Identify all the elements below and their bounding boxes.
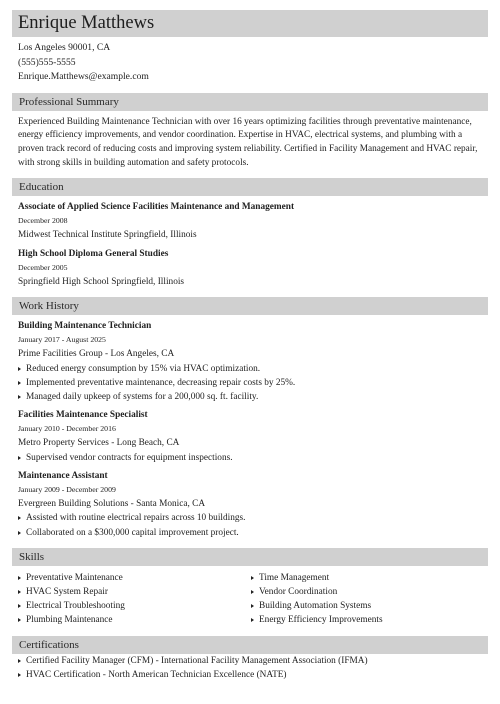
list-item: Managed daily upkeep of systems for a 200,000 sq. ft. facility. [18, 390, 484, 404]
job-title: Facilities Maintenance Specialist [18, 410, 148, 421]
job-title: Maintenance Assistant [18, 470, 108, 481]
bullet-icon [18, 604, 21, 608]
job-bullets [18, 362, 484, 405]
bullet-icon [251, 590, 254, 594]
education-list [12, 201, 488, 289]
bullet-icon [18, 618, 21, 622]
section-heading-summary [12, 93, 488, 111]
list-item: Supervised vendor contracts for equipment inspections. [18, 451, 484, 465]
job-bullets [18, 511, 484, 539]
bullet-icon [18, 367, 21, 371]
skills-grid [18, 571, 484, 628]
job-company: Metro Property Services - Long Beach, CA [18, 438, 180, 449]
section-title: Professional Summary [19, 95, 119, 108]
graduation-date: December 2008 [18, 216, 68, 226]
name-header [12, 10, 488, 37]
list-item: Plumbing Maintenance [18, 613, 251, 627]
contact-address: Los Angeles 90001, CA [18, 42, 111, 53]
skills-column-right [251, 571, 484, 628]
bullet-icon [18, 576, 21, 580]
section-title: Education [19, 181, 64, 194]
section-title: Certifications [19, 638, 79, 651]
list-item: Electrical Troubleshooting [18, 599, 251, 613]
bullet-icon [251, 604, 254, 608]
list-item: Assisted with routine electrical repairs across 10 buildings. [18, 511, 484, 525]
list-item: Building Automation Systems [251, 599, 484, 613]
degree: Associate of Applied Science Facilities Maintenance and Management [18, 202, 295, 213]
job-company: Evergreen Building Solutions - Santa Monica, CA [18, 498, 206, 509]
section-heading-education [12, 178, 488, 196]
contact-email: Enrique.Matthews@example.com [18, 71, 149, 83]
section-heading-skills [12, 548, 488, 566]
bullet-icon [251, 576, 254, 580]
bullet-icon [18, 456, 21, 460]
bullet-icon [18, 531, 21, 535]
bullet-icon [18, 673, 21, 677]
list-item: Certified Facility Manager (CFM) - International Facility Management Association (IFMA) [18, 654, 484, 668]
skills-column-left [18, 571, 251, 628]
job-title: Building Maintenance Technician [18, 321, 152, 332]
candidate-name: Enrique Matthews [18, 13, 155, 33]
list-item: Vendor Coordination [251, 585, 484, 599]
job-dates: January 2017 - August 2025 [18, 335, 106, 345]
list-item: Reduced energy consumption by 15% via HVAC optimization. [18, 362, 484, 376]
list-item: Implemented preventative maintenance, decreasing repair costs by 25%. [18, 376, 484, 390]
list-item: HVAC System Repair [18, 585, 251, 599]
job-company: Prime Facilities Group - Los Angeles, CA [18, 349, 175, 360]
bullet-icon [18, 381, 21, 385]
bullet-icon [18, 659, 21, 663]
bullet-icon [18, 590, 21, 594]
list-item: Collaborated on a $300,000 capital improvement project. [18, 526, 484, 540]
section-heading-certifications [12, 636, 488, 654]
graduation-date: December 2005 [18, 262, 68, 272]
degree: High School Diploma General Studies [18, 248, 169, 259]
job-dates: January 2010 - December 2016 [18, 424, 116, 434]
job-dates: January 2009 - December 2009 [18, 484, 116, 494]
list-item: Preventative Maintenance [18, 571, 251, 585]
bullet-icon [18, 395, 21, 399]
work-history-list [12, 320, 488, 540]
job-entry [18, 409, 484, 465]
contact-info [12, 41, 488, 85]
section-title: Skills [19, 550, 45, 563]
education-entry [18, 201, 484, 243]
job-bullets [18, 451, 484, 465]
section-title: Work History [19, 300, 79, 313]
section-heading-work-history [12, 297, 488, 315]
list-item: Energy Efficiency Improvements [251, 613, 484, 627]
education-entry [18, 248, 484, 290]
contact-phone: (555)555-5555 [18, 56, 76, 68]
bullet-icon [18, 516, 21, 520]
job-entry [18, 470, 484, 540]
school: Springfield High School Springfield, Illinois [18, 276, 185, 287]
certifications-list [18, 654, 484, 682]
summary-text: Experienced Building Maintenance Technician with over 16 years optimizing facilities through preventative maintenance, energy efficiency improvements, and vendor coordination. Expertise in HVAC, electrical systems, and plumbing with a proven track record of reducing costs and improving system reliability. Certified in Facility Management and HVAC repair, with strong skills in building automation and safety protocols. [18, 116, 478, 168]
school: Midwest Technical Institute Springfield, Illinois [18, 230, 197, 241]
bullet-icon [251, 618, 254, 622]
list-item: Time Management [251, 571, 484, 585]
list-item: HVAC Certification - North American Technician Excellence (NATE) [18, 668, 484, 682]
job-entry [18, 320, 484, 404]
